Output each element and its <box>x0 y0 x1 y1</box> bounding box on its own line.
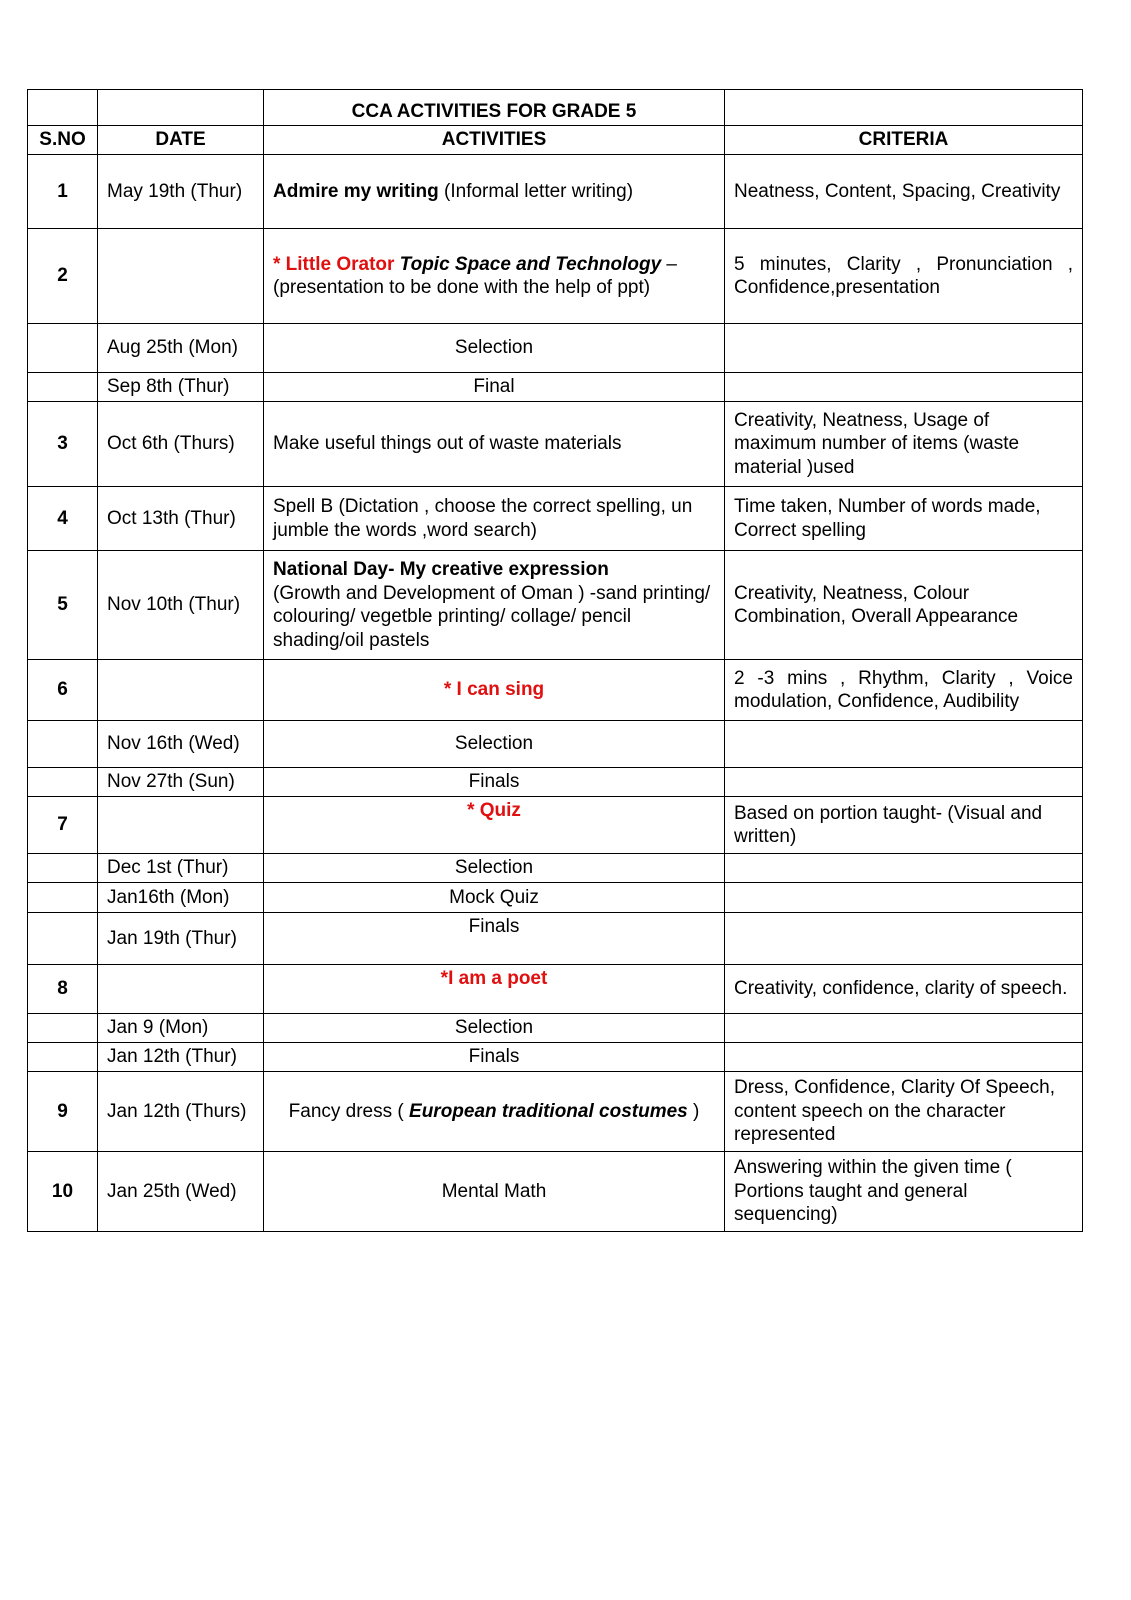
table-row <box>28 797 1083 854</box>
table-row <box>28 402 1083 487</box>
row-criteria: Based on portion taught- (Visual and written) <box>725 797 1083 854</box>
row-activity: Spell B (Dictation , choose the correct spelling, un jumble the words ,word search) <box>264 487 725 551</box>
row-criteria: Creativity, confidence, clarity of speech. <box>725 965 1083 1014</box>
row-criteria: Dress, Confidence, Clarity Of Speech, content speech on the character represented <box>725 1072 1083 1152</box>
table-row <box>28 768 1083 797</box>
header-sno: S.NO <box>28 126 98 155</box>
row-sno: 9 <box>28 1072 98 1152</box>
row-activity: Selection <box>264 721 725 768</box>
header-row <box>28 126 1083 155</box>
row-sno <box>28 768 98 797</box>
row-criteria <box>725 324 1083 373</box>
row-criteria: 2 -3 mins , Rhythm, Clarity , Voice modulation, Confidence, Audibility <box>725 660 1083 721</box>
table-row <box>28 854 1083 883</box>
row-date <box>98 797 264 854</box>
activity-highlight: * Little Orator <box>273 253 395 275</box>
table-row <box>28 155 1083 229</box>
row-sno <box>28 913 98 965</box>
row-criteria: Answering within the given time ( Portions taught and general sequencing) <box>725 1152 1083 1232</box>
row-date: Sep 8th (Thur) <box>98 373 264 402</box>
row-criteria: Creativity, Neatness, Usage of maximum number of items (waste material )used <box>725 402 1083 487</box>
row-sno <box>28 1014 98 1043</box>
row-date: Jan 9 (Mon) <box>98 1014 264 1043</box>
activity-prefix: Fancy dress ( <box>288 1100 410 1122</box>
row-criteria: 5 minutes, Clarity , Pronunciation , Confidence,presentation <box>725 229 1083 324</box>
row-date: Oct 6th (Thurs) <box>98 402 264 487</box>
row-activity: Final <box>264 373 725 402</box>
row-date: Jan 19th (Thur) <box>98 913 264 965</box>
row-activity: Finals <box>264 913 725 965</box>
row-sno: 3 <box>28 402 98 487</box>
row-activity: Mental Math <box>264 1152 725 1232</box>
row-sno <box>28 721 98 768</box>
row-date: Oct 13th (Thur) <box>98 487 264 551</box>
row-date: Aug 25th (Mon) <box>98 324 264 373</box>
row-sno: 1 <box>28 155 98 229</box>
row-activity: Mock Quiz <box>264 883 725 913</box>
activity-title: Admire my writing <box>273 180 439 202</box>
row-sno: 2 <box>28 229 98 324</box>
activity-title: National Day- My creative expression <box>273 559 609 580</box>
row-sno: 5 <box>28 551 98 660</box>
row-activity: Selection <box>264 324 725 373</box>
table-row <box>28 1072 1083 1152</box>
activity-detail: (Growth and Development of Oman ) -sand printing/ colouring/ vegetble printing/ collage/ pencil shading/oil pastels <box>273 582 711 651</box>
activity-detail: (Informal letter writing) <box>438 180 634 202</box>
row-criteria <box>725 883 1083 913</box>
row-date: Jan 25th (Wed) <box>98 1152 264 1232</box>
cca-activities-table <box>27 89 1083 1232</box>
row-criteria <box>725 721 1083 768</box>
row-date: Jan16th (Mon) <box>98 883 264 913</box>
row-activity: * I can sing <box>264 660 725 721</box>
row-date: Dec 1st (Thur) <box>98 854 264 883</box>
row-sno: 8 <box>28 965 98 1014</box>
row-activity <box>264 229 725 324</box>
row-date: Nov 27th (Sun) <box>98 768 264 797</box>
row-date: Jan 12th (Thurs) <box>98 1072 264 1152</box>
table-row <box>28 965 1083 1014</box>
row-activity: Selection <box>264 1014 725 1043</box>
table-row <box>28 913 1083 965</box>
row-sno <box>28 373 98 402</box>
row-date: May 19th (Thur) <box>98 155 264 229</box>
title-row <box>28 90 1083 126</box>
table-row <box>28 229 1083 324</box>
row-activity: Finals <box>264 1043 725 1072</box>
row-date <box>98 660 264 721</box>
row-date <box>98 965 264 1014</box>
row-activity <box>264 155 725 229</box>
table-row <box>28 1043 1083 1072</box>
row-criteria <box>725 1014 1083 1043</box>
header-criteria: CRITERIA <box>725 126 1083 155</box>
row-criteria: Neatness, Content, Spacing, Creativity <box>725 155 1083 229</box>
row-activity: Finals <box>264 768 725 797</box>
row-date <box>98 229 264 324</box>
row-sno: 6 <box>28 660 98 721</box>
header-activities: ACTIVITIES <box>264 126 725 155</box>
table-row <box>28 551 1083 660</box>
table-row <box>28 324 1083 373</box>
row-date: Jan 12th (Thur) <box>98 1043 264 1072</box>
row-criteria <box>725 1043 1083 1072</box>
row-sno <box>28 883 98 913</box>
activity-topic: Topic Space and Technology <box>394 253 662 275</box>
table-row <box>28 721 1083 768</box>
row-sno: 10 <box>28 1152 98 1232</box>
activity-detail: –(presentation to be done with the help of ppt) <box>273 253 678 298</box>
row-activity: * Quiz <box>264 797 725 854</box>
row-activity <box>264 1072 725 1152</box>
row-criteria <box>725 854 1083 883</box>
row-sno: 4 <box>28 487 98 551</box>
row-sno: 7 <box>28 797 98 854</box>
table-row <box>28 883 1083 913</box>
row-sno <box>28 1043 98 1072</box>
row-date: Nov 16th (Wed) <box>98 721 264 768</box>
row-criteria <box>725 768 1083 797</box>
row-activity <box>264 551 725 660</box>
row-activity: Selection <box>264 854 725 883</box>
table-title: CCA ACTIVITIES FOR GRADE 5 <box>264 90 725 126</box>
table-row <box>28 1152 1083 1232</box>
row-sno <box>28 854 98 883</box>
table-row <box>28 660 1083 721</box>
header-date: DATE <box>98 126 264 155</box>
row-activity: *I am a poet <box>264 965 725 1014</box>
row-criteria: Creativity, Neatness, Colour Combination, Overall Appearance <box>725 551 1083 660</box>
table-row <box>28 487 1083 551</box>
row-criteria <box>725 373 1083 402</box>
activity-topic: European traditional costumes <box>409 1100 688 1122</box>
row-criteria: Time taken, Number of words made, Correct spelling <box>725 487 1083 551</box>
row-sno <box>28 324 98 373</box>
activity-suffix: ) <box>687 1100 700 1122</box>
row-date: Nov 10th (Thur) <box>98 551 264 660</box>
table-row <box>28 1014 1083 1043</box>
table-row <box>28 373 1083 402</box>
row-criteria <box>725 913 1083 965</box>
row-activity: Make useful things out of waste materials <box>264 402 725 487</box>
